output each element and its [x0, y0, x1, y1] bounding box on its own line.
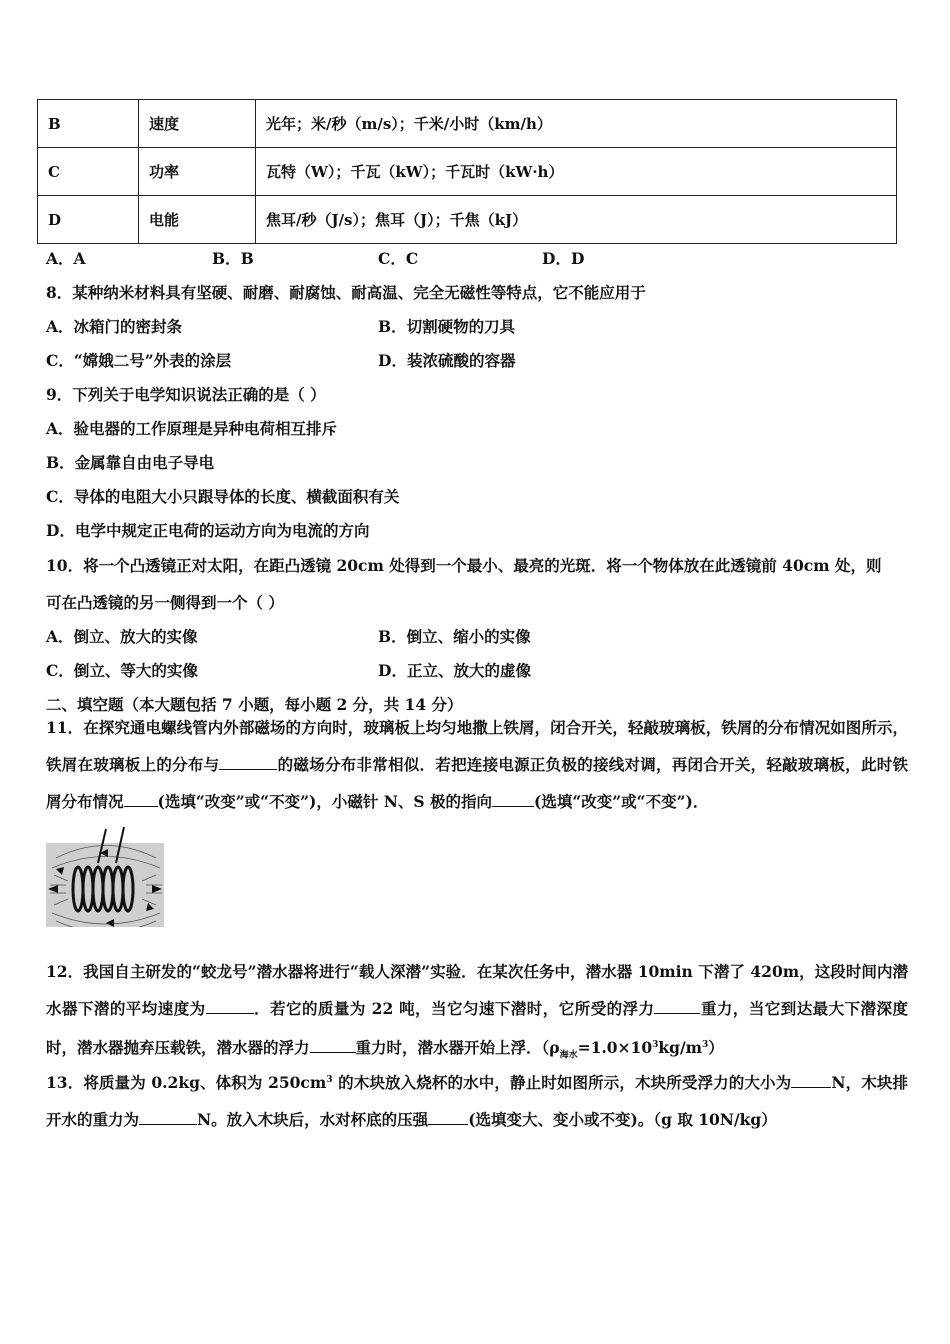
q11-part1: 11．在探究通电螺线管内外部磁场的方向时，玻璃板上均匀地撒上铁屑，闭合开关，轻敲玻璃板，铁屑的分布情况如图所示，铁屑在玻璃板上的分布与 [46, 718, 908, 774]
table-row [38, 148, 897, 196]
row-quantity: 速度 [139, 100, 256, 148]
answer-blank[interactable] [206, 999, 254, 1014]
answer-blank[interactable] [219, 755, 277, 770]
section-heading: 二、填空题（本大题包括 7 小题，每小题 2 分，共 14 分） [46, 695, 463, 714]
row-units: 焦耳/秒（J/s）；焦耳（J）；千焦（kJ） [256, 196, 897, 244]
q8-stem: 8．某种纳米材料具有坚硬、耐磨、耐腐蚀、耐高温、完全无磁性等特点，它不能应用于 [46, 283, 646, 302]
rho-subscript: 海水 [559, 1050, 578, 1061]
exponent: 3 [652, 1040, 659, 1050]
q11-text [46, 709, 908, 820]
q12-part5: =1.0×10 [577, 1038, 653, 1058]
answer-blank[interactable] [654, 999, 700, 1014]
q10-option-b: B．倒立、缩小的实像 [378, 627, 531, 646]
q13-part4: N。放入木块后，水对杯底的压强 [197, 1110, 429, 1130]
q13-text [46, 1062, 908, 1138]
q12-text [46, 953, 908, 1074]
table-row [38, 196, 897, 244]
q13-part2: 的木块放入烧杯的水中，静止时如图所示，木块所受浮力的大小为 [332, 1073, 792, 1093]
q11-part3: (选填“改变”或“不变”)，小磁针 N、S 极的指向 [157, 792, 493, 811]
q9-option-c: C．导体的电阻大小只跟导体的长度、横截面积有关 [46, 487, 400, 506]
q12-part2: ．若它的质量为 22 吨，当它匀速下潜时，它所受的浮力 [253, 999, 655, 1018]
q10-stem-line1: 10．将一个凸透镜正对太阳，在距凸透镜 20cm 处得到一个最小、最亮的光斑．将一个物体放在此透镜前 40cm 处，则 [46, 556, 882, 575]
q9-stem: 9．下列关于电学知识说法正确的是（ ） [46, 385, 326, 404]
q8-option-c: C．“嫦娥二号”外表的涂层 [46, 351, 232, 370]
solenoid-coil [73, 867, 133, 911]
row-letter: B [38, 100, 139, 148]
q13-part5: (选填变大、变小或不变)。（g 取 10N/kg） [468, 1110, 777, 1130]
exponent: 3 [326, 1075, 333, 1085]
q12-part4: 重力时，潜水器开始上浮．（ρ [355, 1038, 560, 1058]
q12-part3: 重力，当它到达最大下潜深度时，潜水器抛弃压载铁，潜水器的浮力 [46, 999, 908, 1058]
q9-option-d: D．电学中规定正电荷的运动方向为电流的方向 [46, 521, 370, 540]
answer-blank[interactable] [791, 1073, 831, 1088]
row-quantity: 功率 [139, 148, 256, 196]
row-letter: D [38, 196, 139, 244]
q11-part4: (选填“改变”或“不变”)． [534, 792, 709, 811]
q12-part6: kg/m [658, 1038, 703, 1058]
answer-blank[interactable] [139, 1110, 197, 1125]
q8-option-d: D．装浓硫酸的容器 [378, 351, 516, 370]
answer-blank[interactable] [492, 792, 534, 807]
q11-part2: 的磁场分布非常相似．若把连接电源正负极的接线对调，再闭合开关，轻敲玻璃板，此时铁屑分布情况 [46, 755, 908, 811]
solenoid-figure [46, 823, 164, 927]
row-units: 光年；米/秒（m/s）；千米/小时（km/h） [256, 100, 897, 148]
q12-part7: ） [708, 1038, 724, 1058]
units-table [37, 99, 897, 244]
exponent: 3 [702, 1040, 709, 1050]
q12-part1: 12．我国自主研发的“蛟龙号”潜水器将进行“载人深潜”实验．在某次任务中，潜水器 10min 下潜了 420m，这段时间内潜水器下潜的平均速度为 [46, 962, 908, 1018]
row-letter: C [38, 148, 139, 196]
q7-option-b: B．B [212, 249, 254, 268]
row-units: 瓦特（W）；千瓦（kW）；千瓦时（kW·h） [256, 148, 897, 196]
answer-blank[interactable] [124, 792, 158, 807]
q13-part1: 13．将质量为 0.2kg、体积为 250cm [46, 1073, 327, 1093]
q7-option-a: A．A [46, 249, 86, 268]
q10-option-a: A．倒立、放大的实像 [46, 627, 198, 646]
q9-option-a: A．验电器的工作原理是异种电荷相互排斥 [46, 419, 338, 438]
answer-blank[interactable] [310, 1038, 356, 1053]
q13-part3: N，木块排开水的重力为 [46, 1073, 908, 1130]
row-quantity: 电能 [139, 196, 256, 244]
q7-option-d: D．D [542, 249, 585, 268]
q10-stem-line2: 可在凸透镜的另一侧得到一个（ ） [46, 593, 284, 612]
q8-option-a: A．冰箱门的密封条 [46, 317, 183, 336]
answer-blank[interactable] [428, 1110, 468, 1125]
q7-option-c: C．C [378, 249, 419, 268]
q10-option-d: D．正立、放大的虚像 [378, 661, 531, 680]
table-row [38, 100, 897, 148]
q10-option-c: C．倒立、等大的实像 [46, 661, 198, 680]
q9-option-b: B．金属靠自由电子导电 [46, 453, 215, 472]
q8-option-b: B．切割硬物的刀具 [378, 317, 516, 336]
